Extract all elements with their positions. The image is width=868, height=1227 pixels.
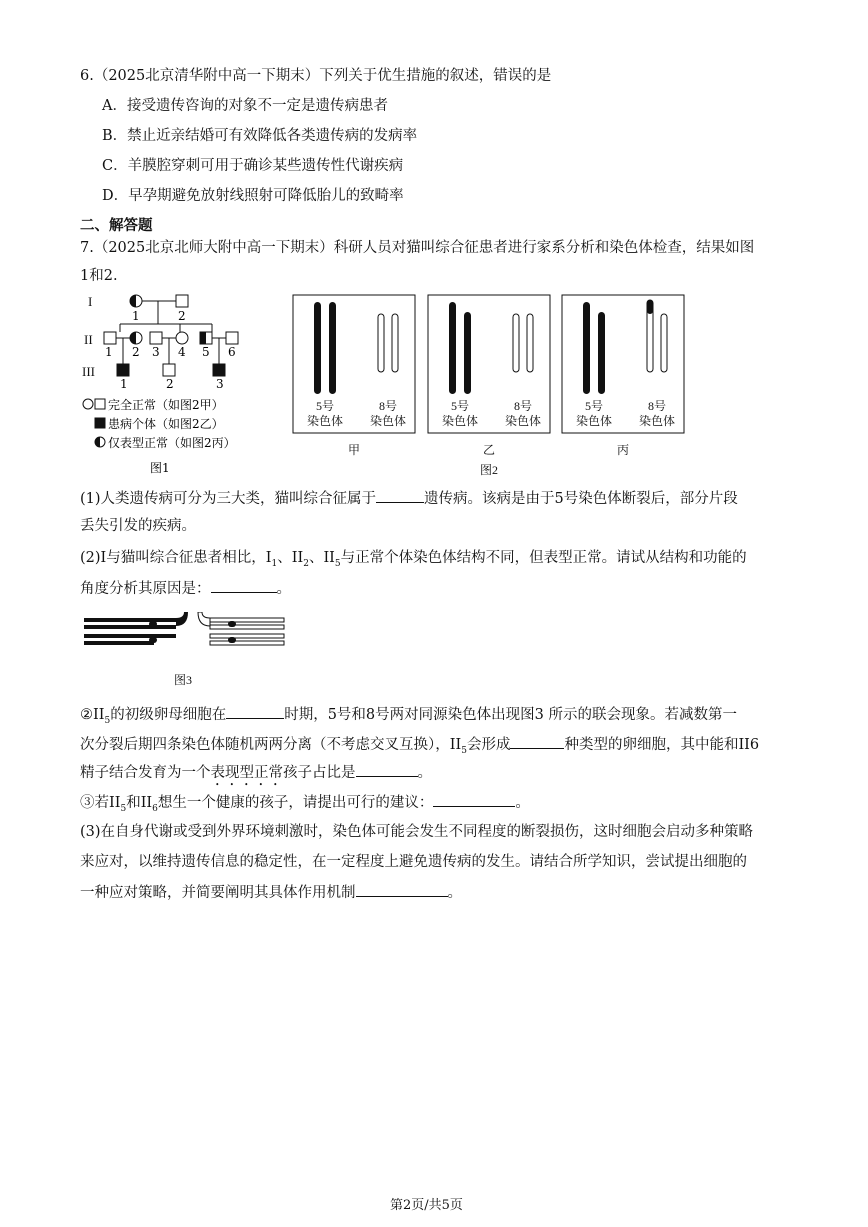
panel-label-bing: 丙 [616,443,630,457]
q6-stem: 6.（2025北京清华附中高一下期末）下列关于优生措施的叙述，错误的是 [80,68,552,84]
svg-text:4: 4 [178,345,186,359]
q7-part2-line1: (2)I与猫叫综合征患者相比，$I_1$、$II_2$、$II_5$与正常个体染色体结构不同，但表型正常。请试从结构和功能的 [80,550,747,569]
svg-text:8号: 8号 [378,399,398,413]
q7-part2b-line2: 次分裂后期四条染色体随机两两分离（不考虑交叉互换），$II_5$会形成 种类型的卵细胞，其中能和II6 [80,734,759,761]
gen-I-label: I [88,294,93,309]
q7-part2b-line1: $②II_5$的初级卵母细胞在 时期，5号和8号两对同源染色体出现图3 所示的联会现象。若减数第一 [80,704,737,731]
answer-blank-7[interactable] [356,882,448,897]
svg-text:2: 2 [166,377,174,391]
karyotype-figure [292,294,686,484]
svg-text:5号: 5号 [450,399,470,413]
svg-text:6: 6 [228,345,236,359]
svg-text:1: 1 [120,377,128,391]
q7-part2-line2: 角度分析其原因是： 。 [80,578,291,599]
pedigree-figure [80,292,280,482]
q7-stem-line1: 7.（2025北京北师大附中高一下期末）科研人员对猫叫综合征患者进行家系分析和染色体检查，结果如图 [80,240,755,256]
q7-part3-line3: 一种应对策略，并简要阐明其具体作用机制 。 [80,882,462,903]
I2-num: 2 [178,309,186,323]
q7-part2c-line1: ③若$II_5$和$II_6$想生一个健康的孩子，请提出可行的建议： 。 [80,792,530,819]
q7-stem-line2: 1和2. [80,268,118,284]
q6-option-c: C．羊膜腔穿刺可用于确诊某些遗传性代谢疾病 [102,158,404,174]
svg-text:8号: 8号 [647,399,667,413]
svg-text:5号: 5号 [584,399,604,413]
q7-part1-line2: 丢失引发的疾病。 [80,518,196,534]
q7-part3-line2: 来应对，以维持遗传信息的稳定性，在一定程度上避免遗传病的发生。请结合所学知识，尝试提出细胞的 [80,854,747,870]
panel-label-jia: 甲 [347,443,361,457]
q7-part1-line1: (1)人类遗传病可分为三大类，猫叫综合征属于 遗传病。该病是由于5号染色体断裂后，部分片段 [80,488,738,509]
gen-III-label: III [82,364,95,379]
panel-bing [583,300,667,394]
I1-num: 1 [132,309,140,323]
svg-text:染色体: 染色体 [504,414,542,428]
svg-text:染色体: 染色体 [369,414,407,428]
gen-II-label: II [84,332,93,347]
q7-part3-line1: (3)在自身代谢或受到外界环境刺激时，染色体可能会发生不同程度的断裂损伤，这时细胞会启动多种策略 [80,824,754,840]
page-footer: 第2页/共5页 [390,1198,463,1213]
svg-text:2: 2 [132,345,140,359]
panel-label-yi: 乙 [482,443,496,457]
fig2-caption: 图2 [479,463,499,477]
svg-text:染色体: 染色体 [638,414,676,428]
section-heading: 二、解答题 [80,217,153,234]
svg-text:染色体: 染色体 [441,414,479,428]
svg-text:8号: 8号 [513,399,533,413]
q6-option-b: B．禁止近亲结婚可有效降低各类遗传病的发病率 [102,128,418,144]
svg-text:染色体: 染色体 [575,414,613,428]
svg-text:3: 3 [216,377,224,391]
svg-text:5号: 5号 [315,399,335,413]
answer-blank-6[interactable] [433,792,515,807]
answer-blank-1[interactable] [376,488,424,503]
I2-square [176,295,188,307]
synapsis-figure [80,612,290,692]
answer-blank-5[interactable] [356,762,418,777]
q6-option-d: D．早孕期避免放射线照射可降低胎儿的致畸率 [102,188,404,204]
svg-text:染色体: 染色体 [306,414,344,428]
legend-carrier: 仅表型正常（如图2丙） [108,436,236,450]
q6-option-a: A．接受遗传咨询的对象不一定是遗传病患者 [102,98,388,114]
answer-blank-2[interactable] [211,578,277,593]
panel-jia [314,302,398,394]
legend-patient: 患病个体（如图2乙） [108,417,224,431]
legend-normal: 完全正常（如图2甲） [108,398,224,412]
svg-text:3: 3 [152,345,160,359]
svg-text:5: 5 [202,345,210,359]
panel-yi [449,302,533,394]
answer-blank-4[interactable] [510,734,564,749]
answer-blank-3[interactable] [226,704,284,719]
fig1-caption: 图1 [150,461,170,475]
svg-text:1: 1 [105,345,113,359]
q7-part2b-line3: 精子结合发育为一个表现型正常孩子占比是 。 [80,762,432,789]
fig3-caption: 图3 [174,673,193,687]
